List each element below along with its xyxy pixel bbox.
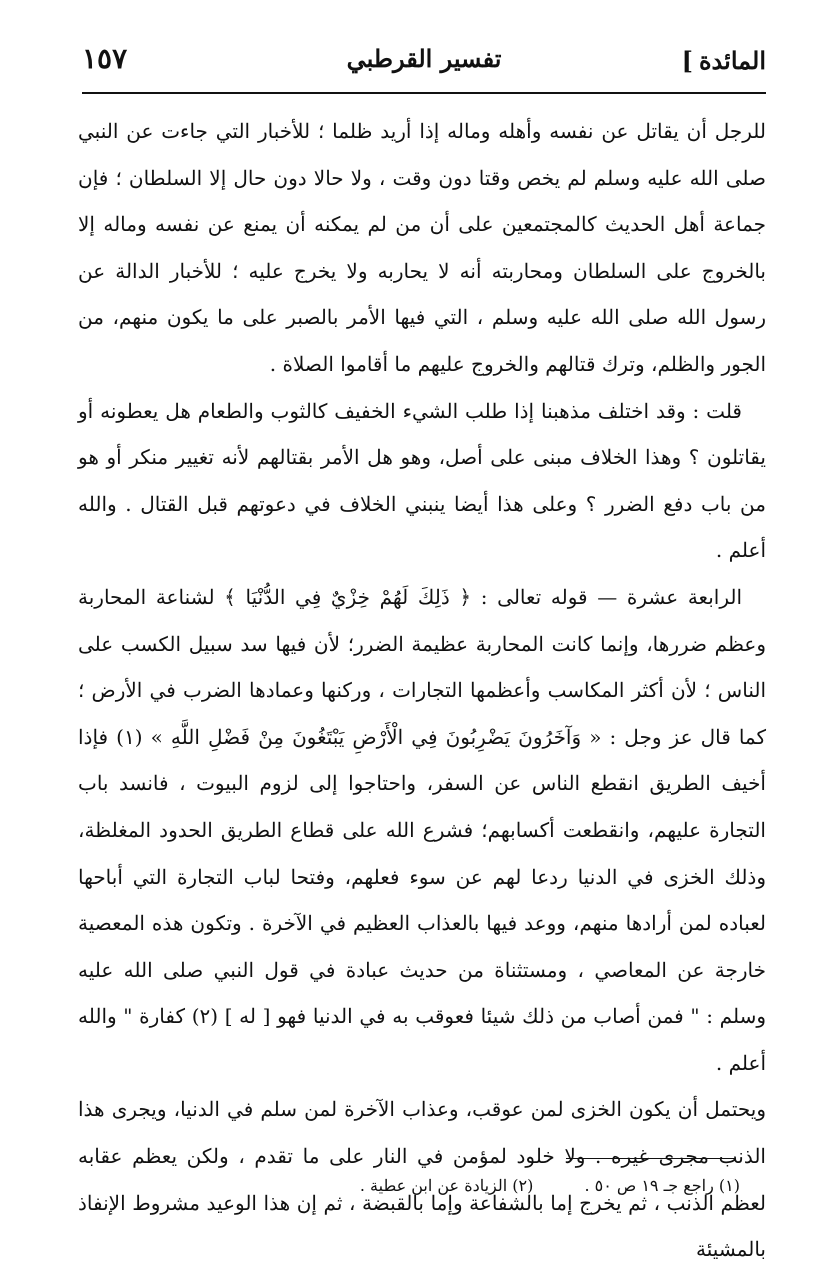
- footnote-2: (٢) الزيادة عن ابن عطية .: [359, 1176, 534, 1195]
- page-header: [82, 40, 766, 88]
- paragraph-3: الرابعة عشرة — قوله تعالى : ﴿ ذَلِكَ لَهُمْ خِزْيٌ فِي الدُّنْيَا ﴾ لشناعة المحاربة وعظم ضررها، وإنما كانت المحاربة عظيمة الضرر؛ لأن فيها سد سبيل الكسب على الناس ؛ لأن أكثر المكاسب وأعظمها التجارات ، وركنها وعمادها الضرب في الأرض ؛ كما قال عز وجل : « وَآخَرُونَ يَضْرِبُونَ فِي الْأَرْضِ يَبْتَغُونَ مِنْ فَضْلِ اللَّهِ » (١) فإذا أخيف الطريق انقطع الناس عن السفر، واحتاجوا إلى لزوم البيوت ، فانسد باب التجارة عليهم، وانقطعت أكسابهم؛ فشرع الله على قطاع الطريق الحدود المغلظة، وذلك الخزى في الدنيا ردعا لهم عن سوء فعلهم، وفتحا لباب التجارة التي أباحها لعباده لمن أرادها منهم، ووعد فيها بالعذاب العظيم في الآخرة . وتكون هذه المعصية خارجة عن المعاصي ، ومستثناة من حديث عبادة في قول النبي صلى الله عليه وسلم : " فمن أصاب من ذلك شيئا فعوقب به في الدنيا فهو [ له ] (٢) كفارة " والله أعلم .: [78, 584, 766, 1075]
- page-number: ١٥٧: [82, 42, 128, 75]
- header-rule: [82, 92, 766, 94]
- header-bracket: ]: [681, 46, 693, 75]
- surah-label: المائدة: [698, 46, 766, 75]
- paragraph-1: للرجل أن يقاتل عن نفسه وأهله وماله إذا أريد ظلما ؛ للأخبار التي جاءت عن النبي صلى الله عليه وسلم لم يخص وقتا دون وقت ، ولا حالا دون حال إلا السلطان ؛ فإن جماعة أهل الحديث كالمجتمعين على أن من لم يمكنه أن يمنع عن نفسه وماله إلا بالخروج على السلطان ومحاربته أنه لا يحاربه ولا يخرج عليه ؛ للأخبار الدالة عن رسول الله صلى الله عليه وسلم ، التي فيها الأمر بالصبر على ما يكون منهم، من الجور والظلم، وترك قتالهم والخروج عليهم ما أقاموا الصلاة .: [78, 119, 766, 376]
- paragraph-4: ويحتمل أن يكون الخزى لمن عوقب، وعذاب الآخرة لمن سلم في الدنيا، ويجرى هذا الذنب مجرى غيره . ولا خلود لمؤمن في النار على ما تقدم ، ولكن يعظم عقابه لعظم الذنب ، ثم يخرج إما بالشفاعة وإما بالقبضة ، ثم إن هذا الوعيد مشروط الإنفاذ بالمشيئة: [78, 1097, 767, 1262]
- body-text: [78, 108, 766, 1273]
- footnotes: [270, 1176, 740, 1195]
- paragraph-2: قلت : وقد اختلف مذهبنا إذا طلب الشيء الخفيف كالثوب والطعام هل يعطونه أو يقاتلون ؟ وهذا الخلاف مبنى على أصل، وهو هل الأمر بقتالهم لأنه تغيير منكر أو هو من باب دفع الضرر ؟ وعلى هذا أيضا ينبني الخلاف في دعوتهم قبل القتال . والله أعلم .: [78, 398, 766, 563]
- footnote-rule: [566, 1158, 736, 1159]
- book-title: تفسير القرطبي: [346, 44, 502, 73]
- footnote-1: (١) راجع جـ ١٩ ص ٥٠ .: [584, 1176, 740, 1195]
